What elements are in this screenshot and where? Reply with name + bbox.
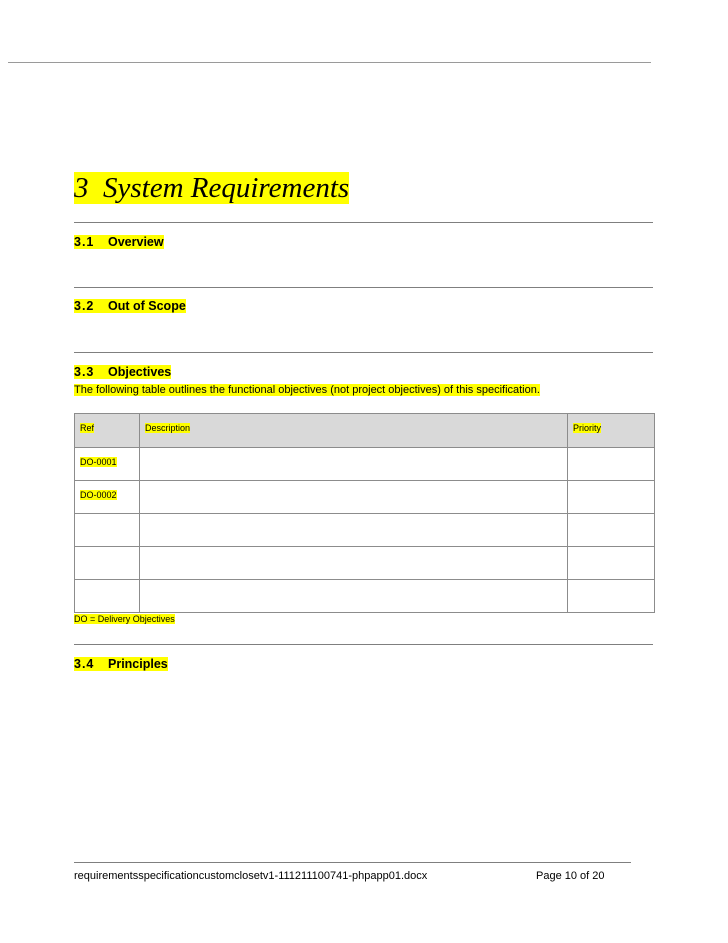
section-rule [74,222,653,223]
table-cell [568,514,655,547]
footer-page-number: Page 10 of 20 [536,870,605,882]
table-row [75,481,655,514]
section-heading-out-of-scope: 3.2 Out of Scope [74,299,186,313]
section-rule [74,287,653,288]
footer-filename: requirementsspecificationcustomclosetv1-111211100741-phpapp01.docx [74,870,428,882]
objectives-table [74,413,655,613]
table-cell [75,580,140,613]
table-cell [140,547,568,580]
table-header-cell: Ref [75,414,140,448]
table-header-cell: Description [140,414,568,448]
section-heading-objectives: 3.3 Objectives [74,365,172,379]
table-row [75,514,655,547]
section-rule [74,352,653,353]
table-cell: DO-0001 [75,448,140,481]
objectives-footnote: DO = Delivery Objectives [74,614,175,624]
table-header-cell: Priority [568,414,655,448]
table-cell [568,547,655,580]
table-cell [75,547,140,580]
section-rule [74,644,653,645]
table-cell [568,448,655,481]
section-heading-principles: 3.4 Principles [74,657,168,671]
table-cell [140,514,568,547]
table-cell [140,448,568,481]
table-row [75,580,655,613]
table-header-row [75,414,655,448]
table-cell [568,580,655,613]
table-cell [75,514,140,547]
table-cell: DO-0002 [75,481,140,514]
table-row [75,448,655,481]
table-cell [140,481,568,514]
table-row [75,547,655,580]
objectives-intro: The following table outlines the functional objectives (not project objectives) of this specification. [74,384,540,396]
section-heading-overview: 3.1 Overview [74,235,164,249]
table-cell [568,481,655,514]
chapter-heading: 3 System Requirements [74,172,350,204]
table-cell [140,580,568,613]
footer-rule [74,862,631,863]
header-rule [8,62,651,63]
